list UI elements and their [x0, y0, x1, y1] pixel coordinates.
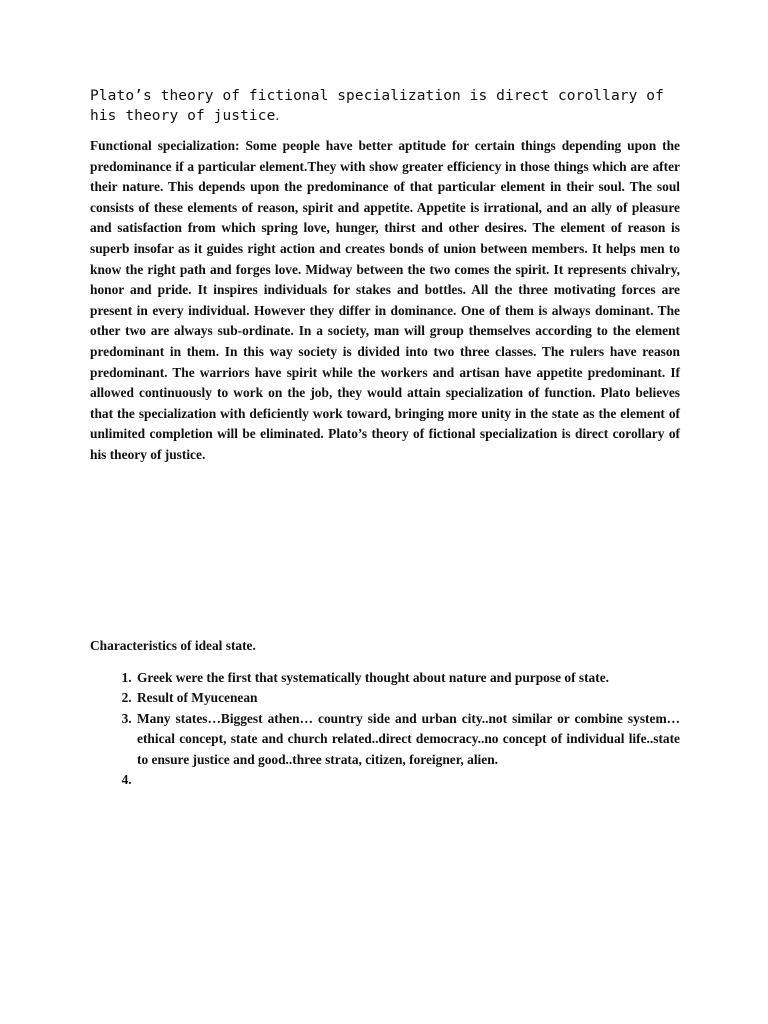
list-item: [135, 770, 680, 791]
document-title-period: .: [275, 108, 280, 124]
document-title-text: Plato’s theory of fictional specialization is direct corollary of his theory of justice: [90, 88, 664, 124]
list-item: 1. Greek were the first that systematically thought about nature and purpose of state.: [135, 668, 680, 689]
blank-space: [90, 466, 680, 636]
list-item: 2. Result of Myucenean: [135, 688, 680, 709]
document-title: [90, 86, 680, 126]
body-paragraph: Functional specialization: Some people have better aptitude for certain things depending upon the predominance if a particular element.They with show greater efficiency in those things which are after their nature. This depends upon the predominance of that particular element in their soul. The soul consists of these elements of reason, spirit and appetite. Appetite is irrational, and an ally of pleasure and satisfaction from which spring love, hunger, thirst and other desires. The element of reason is superb insofar as it guides right action and creates bonds of union between members. It helps men to know the right path and forges love. Midway between the two comes the spirit. It represents chivalry, honor and pride. It inspires individuals for stakes and bottles. All the three motivating forces are present in every individual. However they differ in dominance. One of them is always dominant. The other two are always sub-ordinate. In a society, man will group themselves according to the element predominant in them. In this way society is divided into two three classes. The rulers have reason predominant. The warriors have spirit while the workers and artisan have appetite predominant. If allowed continuously to work on the job, they would attain specialization of function. Plato believes that the specialization with deficiently work toward, bringing more unity in the state as the element of unlimited completion will be eliminated. Plato’s theory of fictional specialization is direct corollary of his theory of justice.: [90, 138, 680, 462]
section-subheading: Characteristics of ideal state.: [90, 637, 256, 653]
document-page: [90, 86, 680, 791]
list-item: 3. Many states…Biggest athen… country side and urban city..not similar or combine system…ethical concept, state and church related..direct democracy..no concept of individual life..state to ensure justice and good..three strata, citizen, foreigner, alien.: [135, 709, 680, 771]
characteristics-list: [90, 668, 680, 792]
